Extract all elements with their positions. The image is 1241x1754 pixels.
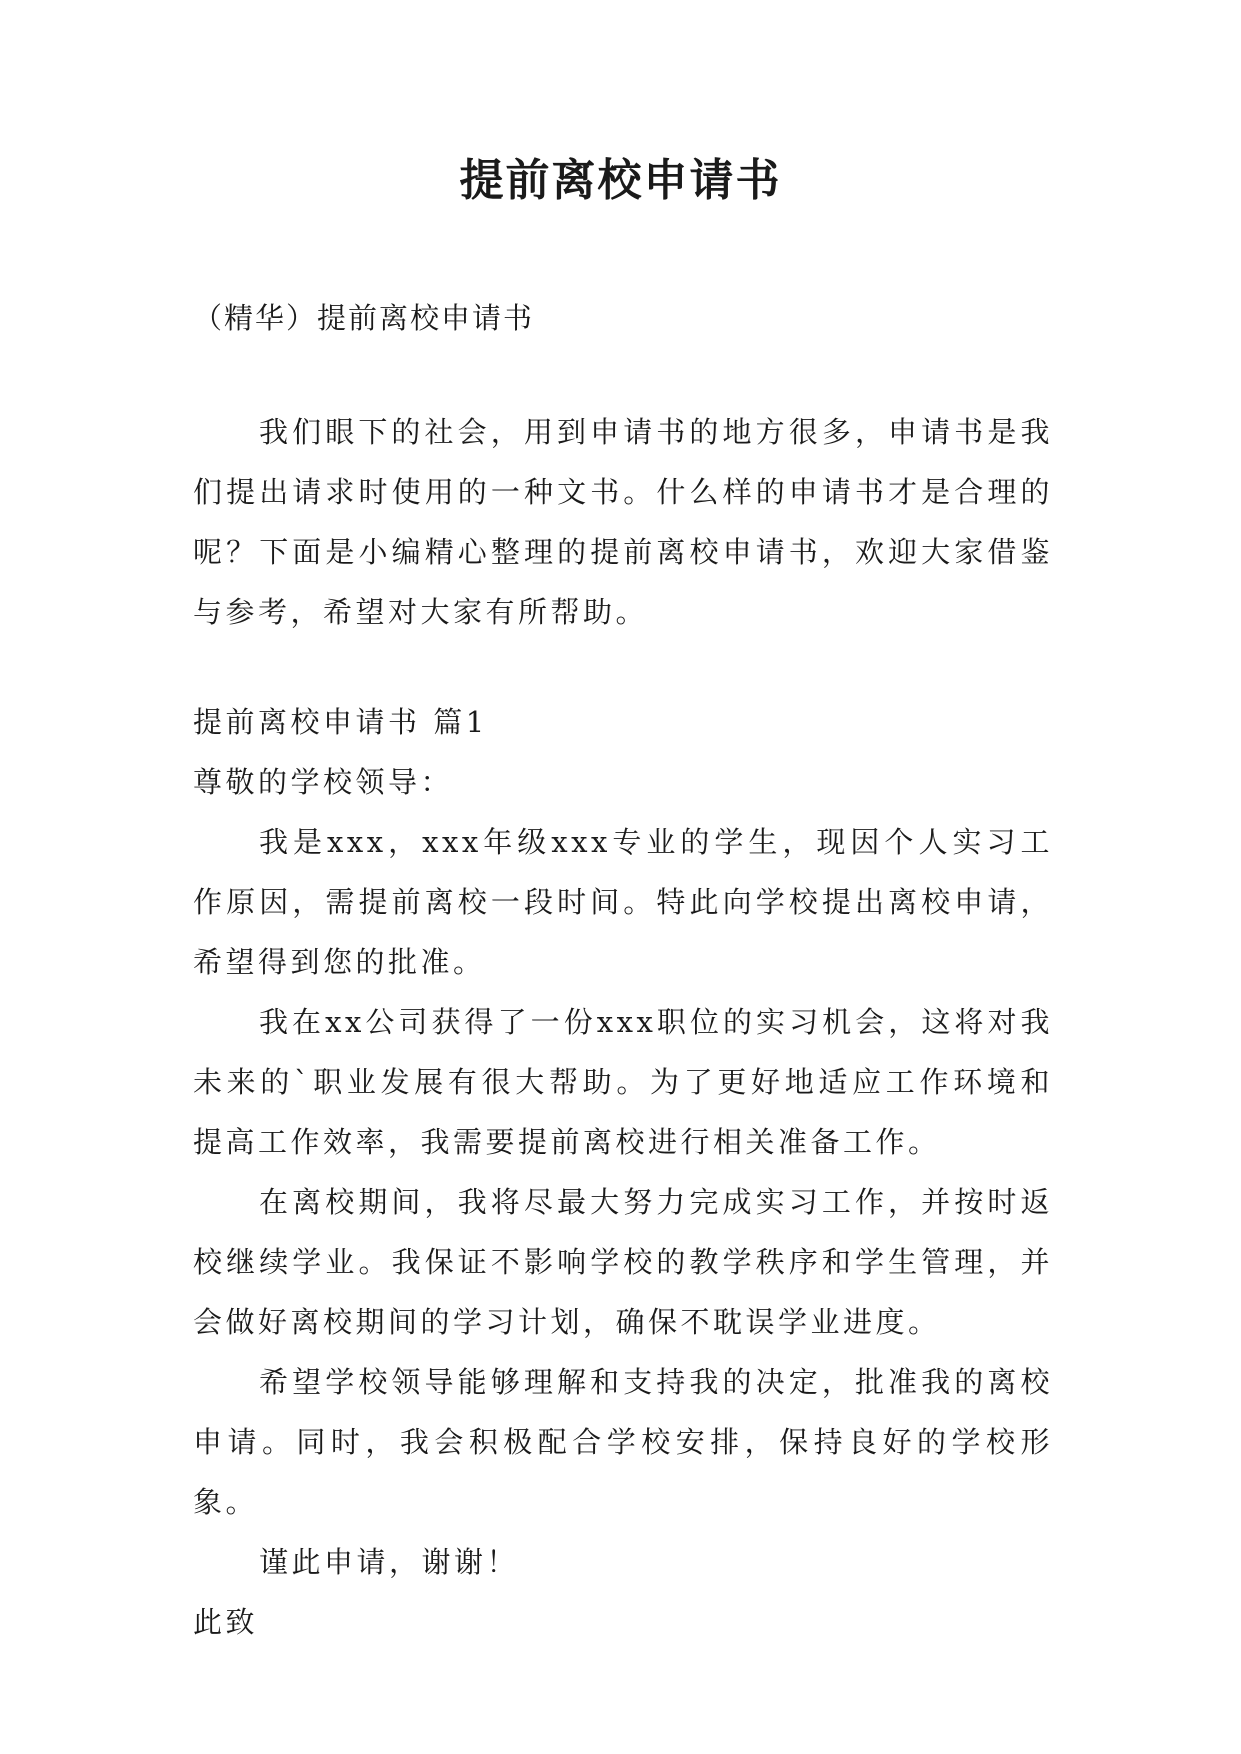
document-title: 提前离校申请书 <box>459 155 782 206</box>
intro-paragraph: 我们眼下的社会，用到申请书的地方很多，申请书是我们提出请求时使用的一种文书。什么样的申请书才是合理的呢？下面是小编精心整理的提前离校申请书，欢迎大家借鉴与参考，希望对大家有所帮助。 <box>193 415 1053 629</box>
letter-paragraph: 希望学校领导能够理解和支持我的决定，批准我的离校申请。同时，我会积极配合学校安排，保持良好的学校形象。 <box>193 1365 1053 1519</box>
closing: 此致 <box>193 1605 259 1639</box>
letter-section <box>193 692 1053 1652</box>
letter-paragraph: 谨此申请，谢谢！ <box>259 1545 520 1579</box>
letter-paragraph: 我是xxx，xxx年级xxx专业的学生，现因个人实习工作原因，需提前离校一段时间。特此向学校提出离校申请，希望得到您的批准。 <box>193 825 1053 979</box>
document-subtitle: （精华）提前离校申请书 <box>193 301 535 335</box>
letter-paragraph: 在离校期间，我将尽最大努力完成实习工作，并按时返校继续学业。我保证不影响学校的教学秩序和学生管理，并会做好离校期间的学习计划，确保不耽误学业进度。 <box>193 1185 1053 1339</box>
salutation: 尊敬的学校领导： <box>193 765 454 799</box>
section-heading: 提前离校申请书 篇1 <box>193 705 488 739</box>
letter-paragraph: 我在xx公司获得了一份xxx职位的实习机会，这将对我未来的`职业发展有很大帮助。为了更好地适应工作环境和提高工作效率，我需要提前离校进行相关准备工作。 <box>193 1005 1053 1159</box>
intro-section <box>193 402 1053 642</box>
